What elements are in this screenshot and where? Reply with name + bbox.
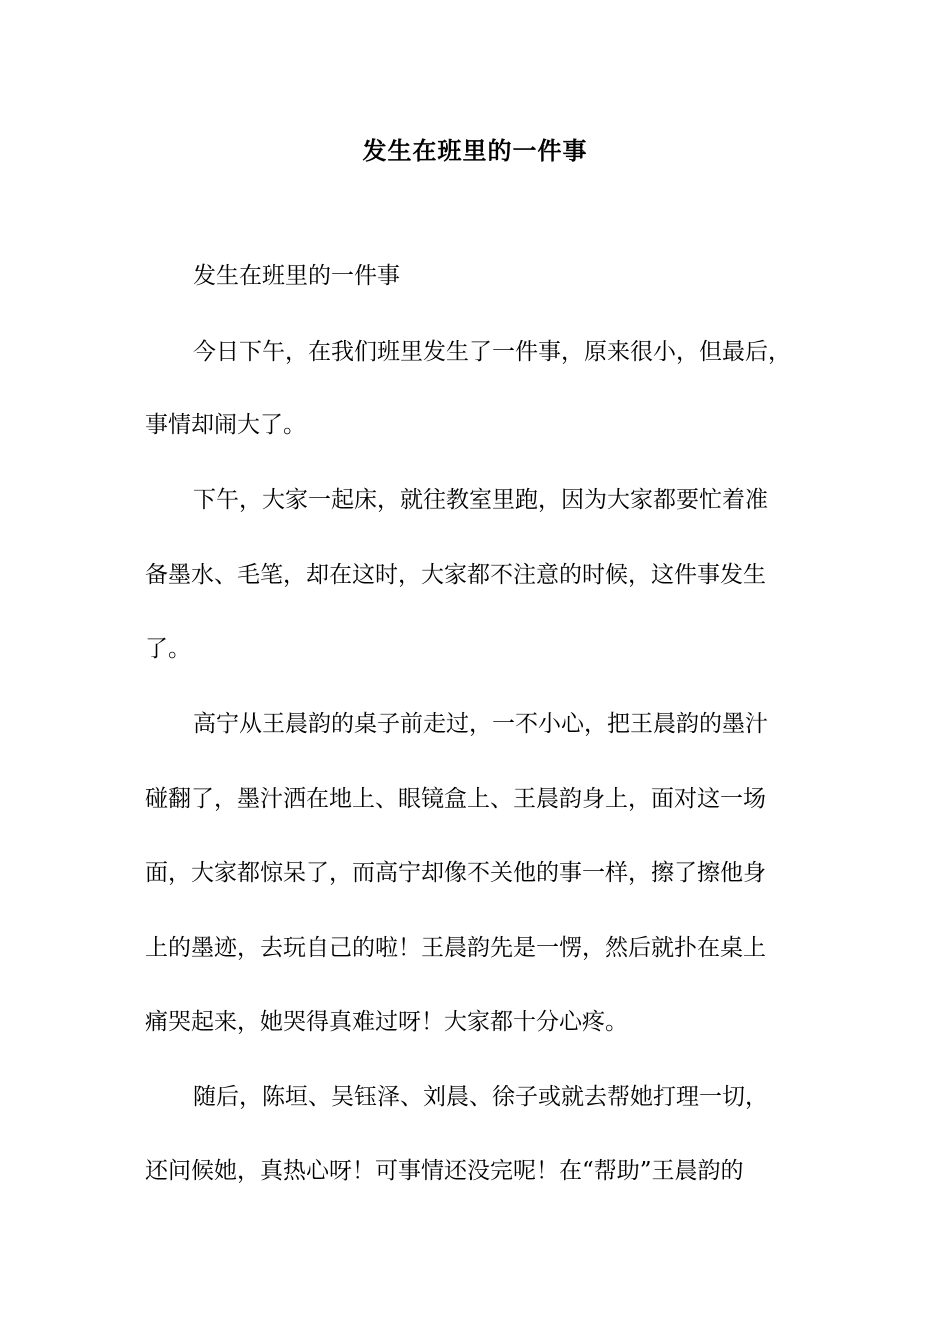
paragraph-4-line-1: 随后，陈垣、吴钰泽、刘晨、徐子或就去帮她打理一切， xyxy=(193,1084,768,1110)
paragraph-3-line-2: 碰翻了，墨汁洒在地上、眼镜盒上、王晨韵身上，面对这一场 xyxy=(145,786,766,812)
document-title: 发生在班里的一件事 xyxy=(362,136,588,165)
paragraph-2-line-2: 备墨水、毛笔，却在这时，大家都不注意的时候，这件事发生 xyxy=(145,562,766,588)
paragraph-3-line-3: 面，大家都惊呆了，而高宁却像不关他的事一样，擦了擦他身 xyxy=(145,860,766,886)
paragraph-1-line-1: 今日下午，在我们班里发生了一件事，原来很小，但最后， xyxy=(193,339,791,365)
paragraph-2-line-1: 下午，大家一起床，就往教室里跑，因为大家都要忙着准 xyxy=(193,487,768,513)
paragraph-3-line-1: 高宁从王晨韵的桌子前走过，一不小心，把王晨韵的墨汁 xyxy=(193,711,768,737)
paragraph-3-line-4: 上的墨迹，去玩自己的啦！王晨韵先是一愣，然后就扑在桌上 xyxy=(145,935,766,961)
paragraph-1-line-2: 事情却闹大了。 xyxy=(145,412,306,438)
paragraph-3-line-5: 痛哭起来，她哭得真难过呀！大家都十分心疼。 xyxy=(145,1009,628,1035)
paragraph-subtitle: 发生在班里的一件事 xyxy=(193,263,400,289)
paragraph-4-line-2: 还问候她，真热心呀！可事情还没完呢！在“帮助”王晨韵的 xyxy=(145,1158,744,1184)
paragraph-2-line-3: 了。 xyxy=(145,636,191,662)
